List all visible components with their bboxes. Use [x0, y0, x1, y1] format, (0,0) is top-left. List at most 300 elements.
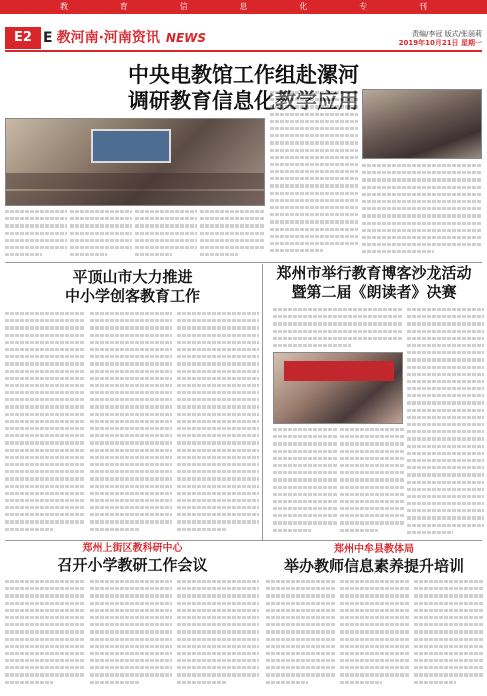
lead-text-col4	[200, 208, 264, 264]
lead-text-col5	[270, 89, 358, 261]
text-line	[340, 621, 410, 628]
lead-text-col3	[135, 208, 197, 264]
text-line	[90, 664, 172, 671]
text-line	[414, 671, 484, 678]
text-line	[5, 418, 85, 425]
text-line	[266, 636, 336, 643]
text-line	[5, 244, 67, 251]
page-number: E2	[5, 27, 41, 49]
pingdingshan-text-col3	[177, 310, 259, 538]
text-line	[90, 671, 172, 678]
text-line	[90, 368, 172, 375]
text-line	[5, 237, 67, 244]
zhengzhou-expo-text-top	[273, 306, 403, 350]
text-line	[5, 518, 85, 525]
text-line	[414, 607, 484, 614]
text-line	[407, 392, 484, 399]
text-line	[90, 447, 172, 454]
text-line	[340, 600, 410, 607]
text-line	[177, 461, 259, 468]
text-line	[177, 600, 259, 607]
lead-headline-line1: 中央电教馆工作组赴漯河	[128, 63, 359, 87]
text-line	[135, 237, 197, 244]
text-line	[177, 418, 259, 425]
text-line	[362, 234, 482, 241]
zhengzhou-expo-photo	[273, 352, 403, 424]
text-line	[340, 650, 410, 657]
text-line	[200, 244, 264, 251]
text-line	[90, 628, 172, 635]
text-line	[90, 518, 172, 525]
text-line	[90, 382, 172, 389]
text-line	[362, 227, 482, 234]
text-line	[177, 432, 259, 439]
text-line	[5, 425, 85, 432]
text-line	[90, 346, 172, 353]
text-line	[340, 592, 410, 599]
text-line	[340, 484, 404, 491]
text-line	[177, 346, 259, 353]
text-line	[340, 664, 410, 671]
text-line	[407, 349, 484, 356]
text-line	[90, 475, 172, 482]
text-line	[270, 147, 358, 154]
text-line	[407, 313, 484, 320]
text-line	[266, 585, 336, 592]
text-line	[340, 491, 404, 498]
text-line	[90, 396, 172, 403]
banner-char: 育	[119, 2, 128, 11]
text-line	[5, 389, 85, 396]
text-line	[270, 96, 358, 103]
section-letter: E	[43, 30, 53, 46]
text-line	[273, 462, 337, 469]
text-line	[270, 211, 358, 218]
pingdingshan-headline	[5, 268, 260, 306]
text-line	[90, 643, 172, 650]
text-line	[340, 448, 404, 455]
text-line	[414, 621, 484, 628]
text-line	[5, 454, 85, 461]
text-line	[177, 447, 259, 454]
text-line	[5, 215, 67, 222]
banner-char: 刊	[418, 2, 427, 11]
text-line	[177, 375, 259, 382]
text-line	[177, 664, 259, 671]
text-line	[70, 222, 132, 229]
text-line	[407, 493, 484, 500]
section-name: 教河南·河南资讯	[56, 30, 160, 46]
shangjie-kicker: 郑州上街区教科研中心	[82, 543, 183, 554]
text-line	[5, 511, 85, 518]
text-line	[266, 664, 336, 671]
text-line	[5, 657, 85, 664]
text-line	[90, 310, 172, 317]
text-line	[200, 230, 264, 237]
text-line	[340, 512, 404, 519]
text-line	[407, 421, 484, 428]
text-line	[5, 317, 85, 324]
text-line	[340, 455, 404, 462]
text-line	[340, 426, 404, 433]
text-line	[340, 527, 378, 534]
zhengzhou-expo-text-col3	[407, 306, 484, 538]
text-line	[340, 433, 404, 440]
text-line	[90, 636, 172, 643]
text-line	[270, 182, 358, 189]
text-line	[340, 607, 410, 614]
text-line	[266, 607, 336, 614]
text-line	[90, 432, 172, 439]
text-line	[90, 360, 172, 367]
text-line	[5, 600, 85, 607]
text-line	[414, 585, 484, 592]
text-line	[266, 679, 308, 686]
text-line	[200, 222, 264, 229]
text-line	[270, 89, 358, 96]
text-line	[90, 353, 172, 360]
text-line	[177, 332, 259, 339]
text-line	[5, 679, 53, 686]
text-line	[414, 628, 484, 635]
text-line	[270, 132, 358, 139]
text-line	[5, 382, 85, 389]
text-line	[5, 375, 85, 382]
text-line	[200, 237, 264, 244]
text-line	[5, 324, 85, 331]
section-divider	[5, 262, 482, 263]
text-line	[177, 396, 259, 403]
pingdingshan-text-col2	[90, 310, 172, 538]
text-line	[70, 230, 132, 237]
text-line	[414, 578, 484, 585]
text-line	[177, 439, 259, 446]
text-line	[340, 498, 404, 505]
text-line	[200, 215, 264, 222]
text-line	[270, 154, 358, 161]
text-line	[362, 241, 482, 248]
text-line	[5, 621, 85, 628]
text-line	[266, 657, 336, 664]
text-line	[177, 411, 259, 418]
text-line	[90, 497, 172, 504]
text-line	[407, 471, 484, 478]
text-line	[407, 342, 484, 349]
lead-text-col2	[70, 208, 132, 264]
text-line	[273, 426, 337, 433]
text-line	[266, 578, 336, 585]
text-line	[362, 184, 482, 191]
shangjie-text-col1	[5, 578, 85, 692]
text-line	[177, 454, 259, 461]
text-line	[273, 342, 351, 349]
lead-photo	[5, 118, 265, 206]
text-line	[177, 607, 259, 614]
text-line	[407, 428, 484, 435]
zhengzhou-expo-text-col2	[340, 426, 404, 538]
text-line	[177, 468, 259, 475]
zhengzhou-expo-text-col1	[273, 426, 337, 538]
text-line	[270, 240, 358, 247]
text-line	[5, 230, 67, 237]
text-line	[407, 407, 484, 414]
text-line	[273, 498, 337, 505]
text-line	[5, 614, 85, 621]
text-line	[266, 621, 336, 628]
text-line	[90, 504, 172, 511]
text-line	[177, 671, 259, 678]
zhengzhou-expo-headline-line1: 郑州市举行教育博客沙龙活动	[276, 264, 472, 282]
text-line	[407, 335, 484, 342]
text-line	[177, 483, 259, 490]
text-line	[90, 657, 172, 664]
text-line	[340, 519, 404, 526]
lead-text-col1	[5, 208, 67, 264]
text-line	[407, 486, 484, 493]
text-line	[177, 425, 259, 432]
text-line	[273, 440, 337, 447]
text-line	[340, 628, 410, 635]
text-line	[5, 310, 85, 317]
text-line	[90, 607, 172, 614]
text-line	[407, 457, 484, 464]
text-line	[90, 439, 172, 446]
text-line	[270, 161, 358, 168]
text-line	[340, 636, 410, 643]
text-line	[270, 218, 358, 225]
banner-text	[60, 2, 427, 12]
text-line	[177, 360, 259, 367]
banner-char: 专	[359, 2, 368, 11]
text-line	[5, 332, 85, 339]
text-line	[273, 512, 337, 519]
text-line	[90, 317, 172, 324]
text-line	[90, 461, 172, 468]
text-line	[177, 368, 259, 375]
text-line	[340, 469, 404, 476]
text-line	[90, 490, 172, 497]
text-line	[270, 175, 358, 182]
text-line	[266, 671, 336, 678]
text-line	[407, 529, 453, 536]
zhengzhou-expo-headline	[264, 264, 484, 302]
text-line	[135, 215, 197, 222]
text-line	[407, 450, 484, 457]
text-line	[273, 527, 311, 534]
text-line	[407, 464, 484, 471]
text-line	[5, 339, 85, 346]
text-line	[414, 600, 484, 607]
text-line	[135, 244, 197, 251]
text-line	[266, 600, 336, 607]
text-line	[270, 103, 358, 110]
text-line	[177, 511, 259, 518]
zhongmou-text-col1	[266, 578, 336, 692]
text-line	[273, 455, 337, 462]
page-meta	[399, 30, 482, 48]
text-line	[273, 335, 403, 342]
text-line	[362, 198, 482, 205]
text-line	[5, 468, 85, 475]
text-line	[407, 500, 484, 507]
text-line	[5, 353, 85, 360]
text-line	[407, 385, 484, 392]
section-tag: NEWS	[165, 31, 207, 45]
zhongmou-kicker: 郑州中牟县教体局	[334, 544, 414, 555]
text-line	[5, 526, 53, 533]
text-line	[177, 526, 226, 533]
text-line	[340, 657, 410, 664]
text-line	[90, 339, 172, 346]
text-line	[407, 306, 484, 313]
banner-char: 化	[299, 2, 308, 11]
text-line	[407, 328, 484, 335]
text-line	[407, 364, 484, 371]
zhongmou-text-col2	[340, 578, 410, 692]
text-line	[407, 399, 484, 406]
text-line	[135, 222, 197, 229]
text-line	[5, 585, 85, 592]
text-line	[177, 324, 259, 331]
text-line	[5, 475, 85, 482]
text-line	[5, 403, 85, 410]
text-line	[5, 643, 85, 650]
text-line	[407, 522, 484, 529]
text-line	[273, 328, 403, 335]
text-line	[5, 671, 85, 678]
text-line	[70, 237, 132, 244]
text-line	[273, 448, 337, 455]
text-line	[340, 476, 404, 483]
text-line	[5, 432, 85, 439]
text-line	[414, 657, 484, 664]
text-line	[90, 425, 172, 432]
text-line	[90, 585, 172, 592]
text-line	[90, 679, 139, 686]
lead-headline-line2: 调研教育信息化教学应用	[128, 89, 359, 113]
text-line	[90, 600, 172, 607]
text-line	[362, 176, 482, 183]
text-line	[90, 614, 172, 621]
masthead-rule	[5, 50, 482, 52]
text-line	[177, 475, 259, 482]
pingdingshan-text-col1	[5, 310, 85, 538]
text-line	[5, 490, 85, 497]
text-line	[270, 125, 358, 132]
text-line	[177, 636, 259, 643]
text-line	[70, 244, 132, 251]
zhongmou-headline	[264, 543, 484, 575]
text-line	[177, 382, 259, 389]
text-line	[362, 248, 434, 255]
text-line	[362, 162, 482, 169]
text-line	[177, 679, 226, 686]
text-line	[5, 411, 85, 418]
text-line	[270, 197, 358, 204]
photo-screen	[91, 129, 171, 163]
text-line	[273, 306, 403, 313]
text-line	[5, 439, 85, 446]
top-banner	[0, 0, 487, 14]
text-line	[273, 313, 403, 320]
banner-char: 教	[60, 2, 68, 11]
text-line	[273, 491, 337, 498]
text-line	[5, 650, 85, 657]
text-line	[340, 505, 404, 512]
text-line	[90, 418, 172, 425]
text-line	[200, 251, 238, 258]
photo-row	[6, 173, 264, 189]
text-line	[340, 614, 410, 621]
stage-banner	[284, 361, 394, 381]
text-line	[340, 585, 410, 592]
text-line	[177, 592, 259, 599]
text-line	[407, 320, 484, 327]
text-line	[70, 251, 107, 258]
text-line	[90, 389, 172, 396]
text-line	[177, 614, 259, 621]
text-line	[90, 403, 172, 410]
text-line	[90, 468, 172, 475]
text-line	[70, 215, 132, 222]
text-line	[5, 222, 67, 229]
text-line	[5, 368, 85, 375]
text-line	[273, 519, 337, 526]
text-line	[407, 435, 484, 442]
text-line	[177, 643, 259, 650]
text-line	[414, 592, 484, 599]
zhengzhou-expo-headline-line2: 暨第二届《朗读者》决赛	[291, 283, 457, 301]
text-line	[177, 657, 259, 664]
text-line	[407, 414, 484, 421]
column-divider	[262, 264, 263, 540]
text-line	[340, 679, 382, 686]
text-line	[5, 447, 85, 454]
text-line	[407, 514, 484, 521]
text-line	[407, 479, 484, 486]
text-line	[270, 139, 358, 146]
zhongmou-text-col3	[414, 578, 484, 692]
pingdingshan-headline-line1: 平顶山市大力推进	[72, 268, 193, 286]
shangjie-title: 召开小学教研工作会议	[57, 556, 208, 574]
text-line	[414, 664, 484, 671]
text-line	[90, 411, 172, 418]
text-line	[90, 650, 172, 657]
lead-text-col6	[362, 162, 482, 260]
issue-date: 2019年10月21日 星期一	[398, 39, 482, 47]
text-line	[414, 643, 484, 650]
text-line	[414, 650, 484, 657]
text-line	[340, 440, 404, 447]
text-line	[362, 220, 482, 227]
editor-line: 责编/李冠 版式/张丽莉	[412, 30, 482, 38]
text-line	[177, 504, 259, 511]
text-line	[407, 443, 484, 450]
text-line	[90, 511, 172, 518]
text-line	[90, 621, 172, 628]
text-line	[5, 636, 85, 643]
text-line	[90, 332, 172, 339]
text-line	[5, 664, 85, 671]
text-line	[200, 208, 264, 215]
text-line	[270, 233, 358, 240]
text-line	[177, 310, 259, 317]
text-line	[5, 497, 85, 504]
text-line	[5, 461, 85, 468]
banner-char: 息	[239, 2, 248, 11]
text-line	[270, 168, 358, 175]
text-line	[266, 614, 336, 621]
